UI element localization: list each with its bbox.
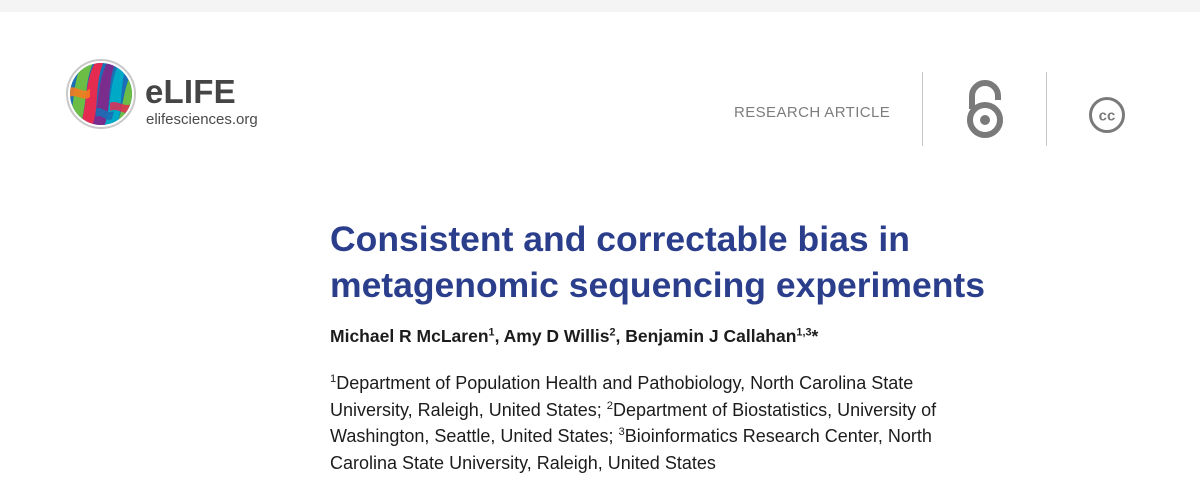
- article-title-line: metagenomic sequencing experiments: [330, 265, 985, 305]
- author-affiliation-ref: 1: [488, 326, 495, 339]
- creative-commons-icon[interactable]: [1088, 96, 1126, 134]
- author-name[interactable]: Michael R McLaren: [330, 326, 489, 346]
- affiliation-text: University, Raleigh, United States;: [330, 399, 607, 420]
- author-affiliation-ref: 1,3: [796, 326, 812, 339]
- logo-wordmark: eLIFE: [145, 73, 236, 110]
- paper-page: [0, 12, 1200, 481]
- cc-icon-text: cc: [1098, 107, 1116, 125]
- logo-url[interactable]: elifesciences.org: [146, 111, 258, 128]
- affiliation-number: 1: [330, 373, 337, 386]
- affiliation-number: 3: [618, 426, 625, 439]
- affiliation-text: Washington, Seattle, United States;: [330, 426, 619, 446]
- author-name[interactable]: Amy D Willis: [503, 326, 610, 346]
- author-separator: ,: [615, 326, 626, 346]
- author-list: [330, 324, 818, 348]
- affiliation-line: [330, 370, 1070, 397]
- article-title-line: Consistent and correctable bias in: [330, 219, 910, 259]
- affiliation-number: 2: [606, 399, 614, 412]
- open-access-icon[interactable]: [962, 79, 1008, 139]
- affiliation-line: [330, 450, 1070, 477]
- affiliation-line: [330, 397, 1070, 424]
- elife-logo[interactable]: [66, 59, 266, 151]
- affiliation-text: Bioinformatics Research Center, North: [624, 426, 932, 446]
- article-type-label: RESEARCH ARTICLE: [734, 104, 891, 121]
- elife-logo-mark-icon: [66, 59, 136, 129]
- header-divider: [922, 72, 923, 146]
- affiliation-text: Department of Biostatistics, University of: [613, 399, 937, 420]
- author-separator: ,: [494, 326, 504, 346]
- article-title: [330, 216, 1170, 308]
- corresponding-author-mark: *: [811, 326, 819, 346]
- affiliation-list: [330, 370, 1070, 476]
- page-top-edge: [0, 0, 1200, 12]
- affiliation-line: [330, 423, 1070, 450]
- affiliation-text: Department of Population Health and Pathobiology, North Carolina State: [336, 373, 914, 393]
- affiliation-text: Carolina State University, Raleigh, United States: [330, 452, 716, 473]
- header-divider: [1046, 72, 1047, 146]
- author-affiliation-ref: 2: [609, 326, 616, 339]
- author-name[interactable]: Benjamin J Callahan: [625, 326, 797, 346]
